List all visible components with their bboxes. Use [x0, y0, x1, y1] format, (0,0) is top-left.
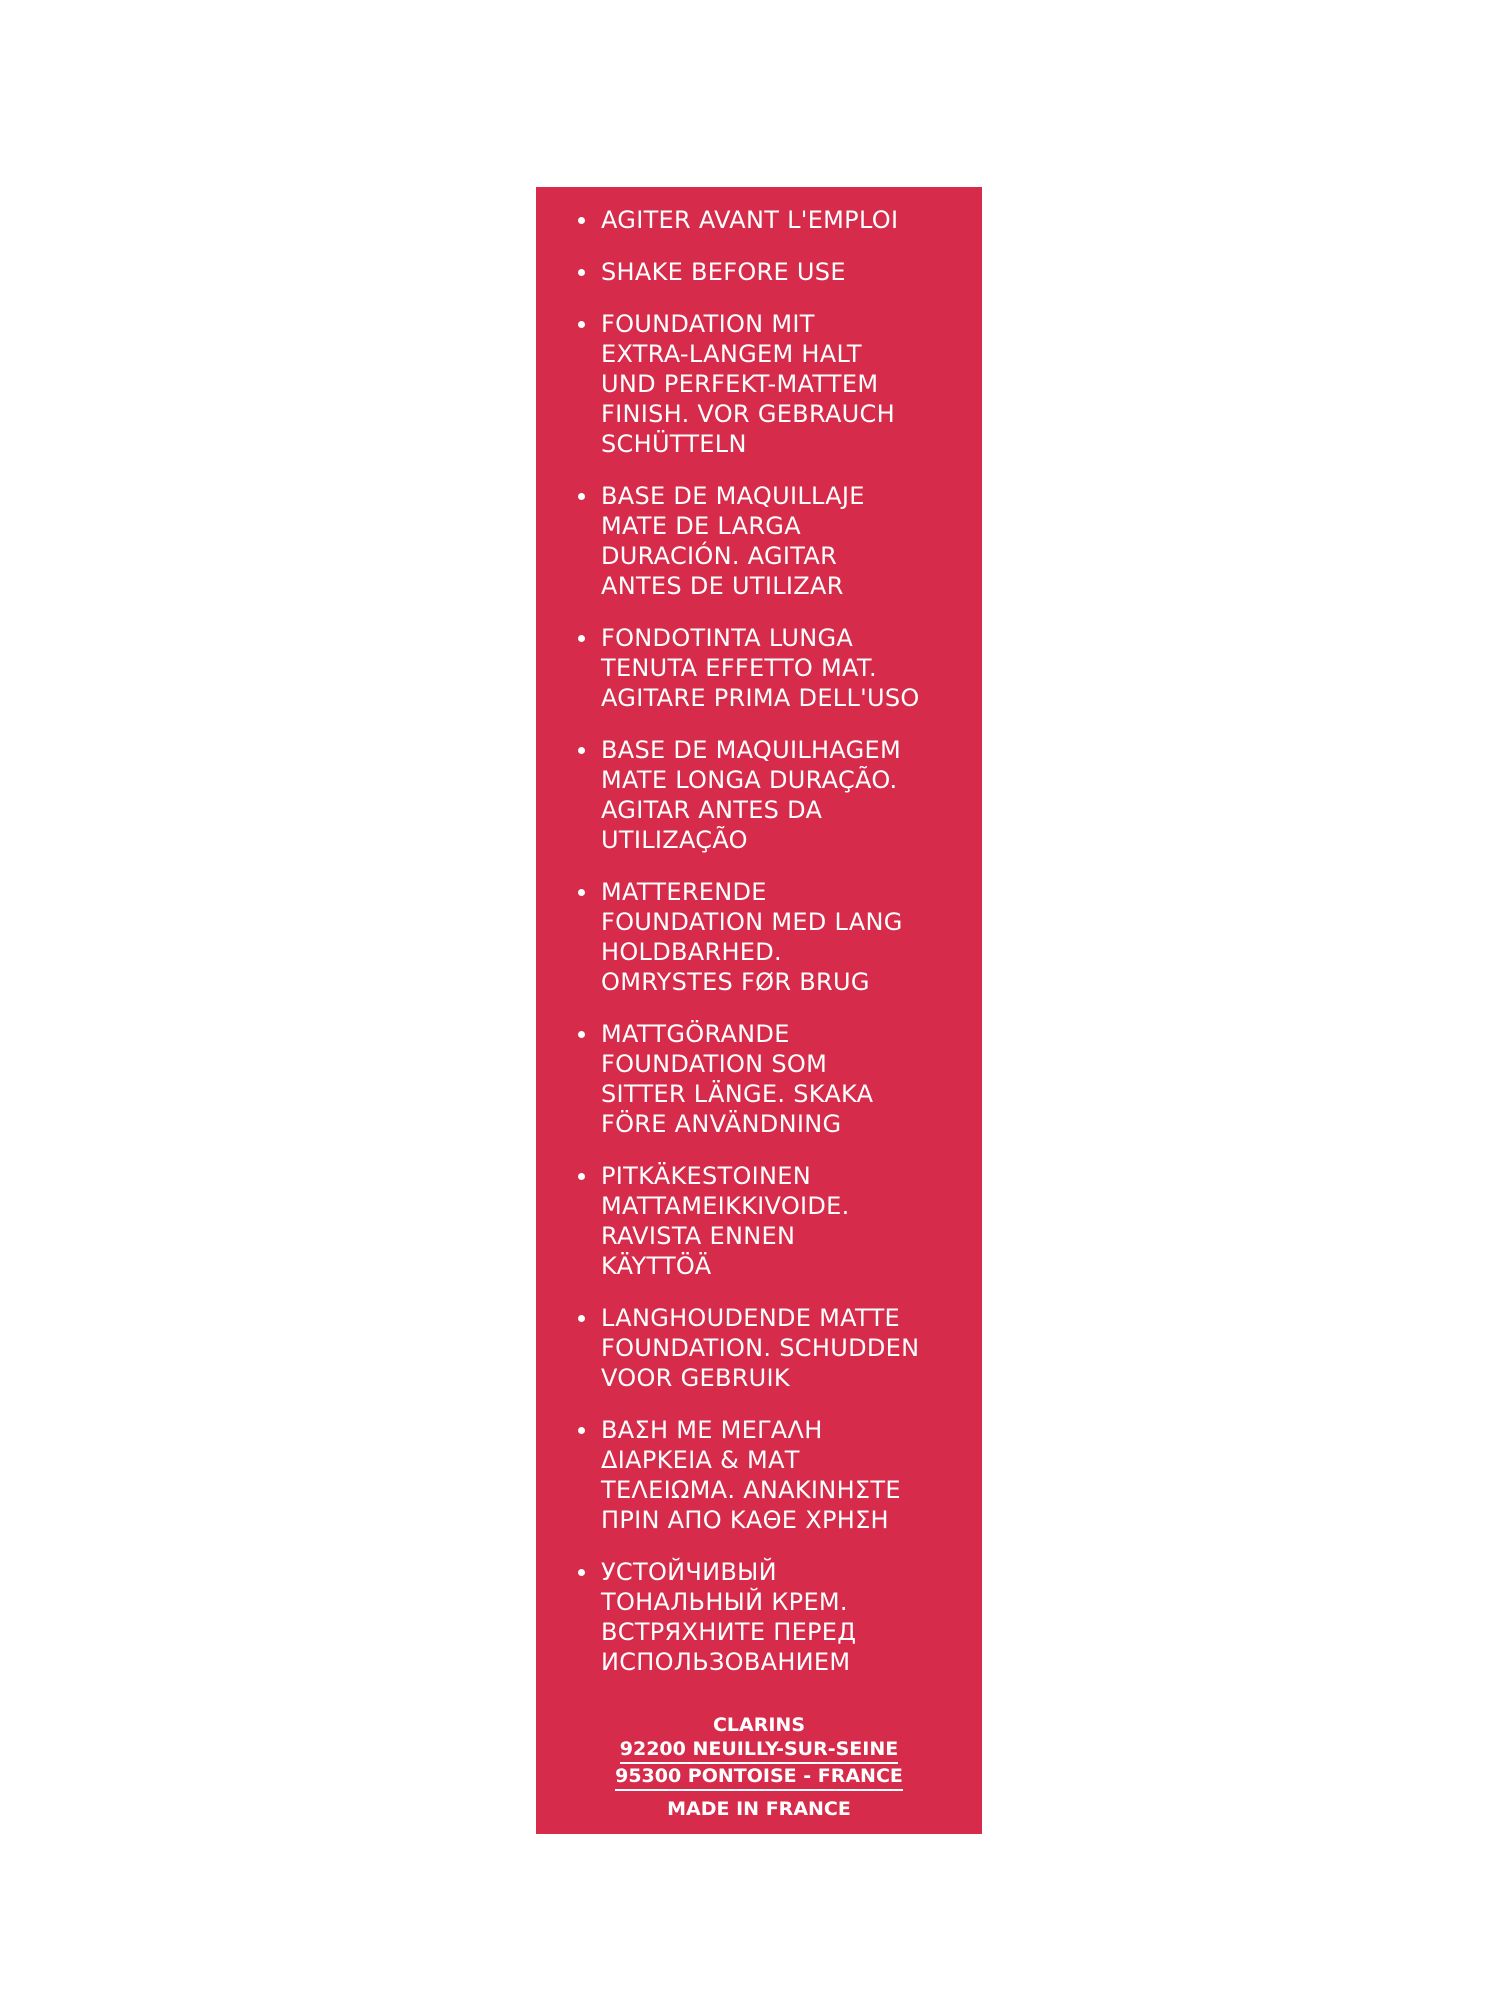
- label-panel: [536, 187, 982, 1834]
- list-item: [536, 205, 982, 235]
- instruction-text: MATTGÖRANDE FOUNDATION SOM SITTER LÄNGE. SKAKA FÖRE ANVÄNDNING: [601, 1020, 874, 1138]
- list-item: [536, 257, 982, 287]
- bullet-icon: [578, 1569, 585, 1576]
- instruction-text: BASE DE MAQUILLAJE MATE DE LARGA DURACIÓN. AGITAR ANTES DE UTILIZAR: [601, 482, 865, 600]
- list-item: [536, 1415, 982, 1535]
- bullet-icon: [578, 321, 585, 328]
- list-item: [536, 481, 982, 601]
- made-in-label: MADE IN FRANCE: [667, 1798, 851, 1820]
- list-item: [536, 735, 982, 855]
- instruction-text: PITKÄKESTOINEN MATTAMEIKKIVOIDE. RAVISTA ENNEN KÄYTTÖÄ: [601, 1162, 850, 1280]
- list-item: [536, 1557, 982, 1677]
- instruction-text: УСТОЙЧИВЫЙ ТОНАЛЬНЫЙ КРЕМ. ВСТРЯХНИТЕ ПЕРЕД ИСПОЛЬЗОВАНИЕМ: [601, 1558, 857, 1676]
- instruction-text: FOUNDATION MIT EXTRA-LANGEM HALT UND PERFEKT-MATTEM FINISH. VOR GEBRAUCH SCHÜTTELN: [601, 310, 895, 458]
- instruction-text: AGITER AVANT L'EMPLOI: [601, 206, 899, 234]
- bullet-icon: [578, 217, 585, 224]
- address-line-2: 95300 PONTOISE - FRANCE: [615, 1764, 903, 1791]
- bullet-icon: [578, 1427, 585, 1434]
- list-item: [536, 309, 982, 459]
- list-item: [536, 623, 982, 713]
- instruction-text: MATTERENDE FOUNDATION MED LANG HOLDBARHED. OMRYSTES FØR BRUG: [601, 878, 903, 996]
- bullet-icon: [578, 1031, 585, 1038]
- instruction-text: FONDOTINTA LUNGA TENUTA EFFETTO MAT. AGITARE PRIMA DELL'USO: [601, 624, 920, 712]
- brand-name: CLARINS: [712, 1714, 806, 1736]
- bullet-icon: [578, 1173, 585, 1180]
- bullet-icon: [578, 269, 585, 276]
- list-item: [536, 1303, 982, 1393]
- instruction-list: [536, 205, 982, 1699]
- address-line-1: 92200 NEUILLY-SUR-SEINE: [620, 1737, 898, 1764]
- manufacturer-footer: [536, 1713, 982, 1821]
- list-item: [536, 1161, 982, 1281]
- instruction-text: BASE DE MAQUILHAGEM MATE LONGA DURAÇÃO. AGITAR ANTES DA UTILIZAÇÃO: [601, 736, 902, 854]
- bullet-icon: [578, 1315, 585, 1322]
- instruction-text: ΒΑΣΗ ΜΕ ΜΕΓΑΛΗ ΔΙΑΡΚΕΙΑ & ΜΑΤ ΤΕΛΕΙΩΜΑ. ΑΝΑΚΙΝΗΣΤΕ ΠΡΙΝ ΑΠΟ ΚΑΘΕ ΧΡΗΣΗ: [601, 1416, 901, 1534]
- bullet-icon: [578, 889, 585, 896]
- address-block: [615, 1713, 903, 1821]
- bullet-icon: [578, 635, 585, 642]
- instruction-text: SHAKE BEFORE USE: [601, 258, 846, 286]
- list-item: [536, 877, 982, 997]
- bullet-icon: [578, 493, 585, 500]
- bullet-icon: [578, 747, 585, 754]
- instruction-text: LANGHOUDENDE MATTE FOUNDATION. SCHUDDEN VOOR GEBRUIK: [601, 1304, 920, 1392]
- list-item: [536, 1019, 982, 1139]
